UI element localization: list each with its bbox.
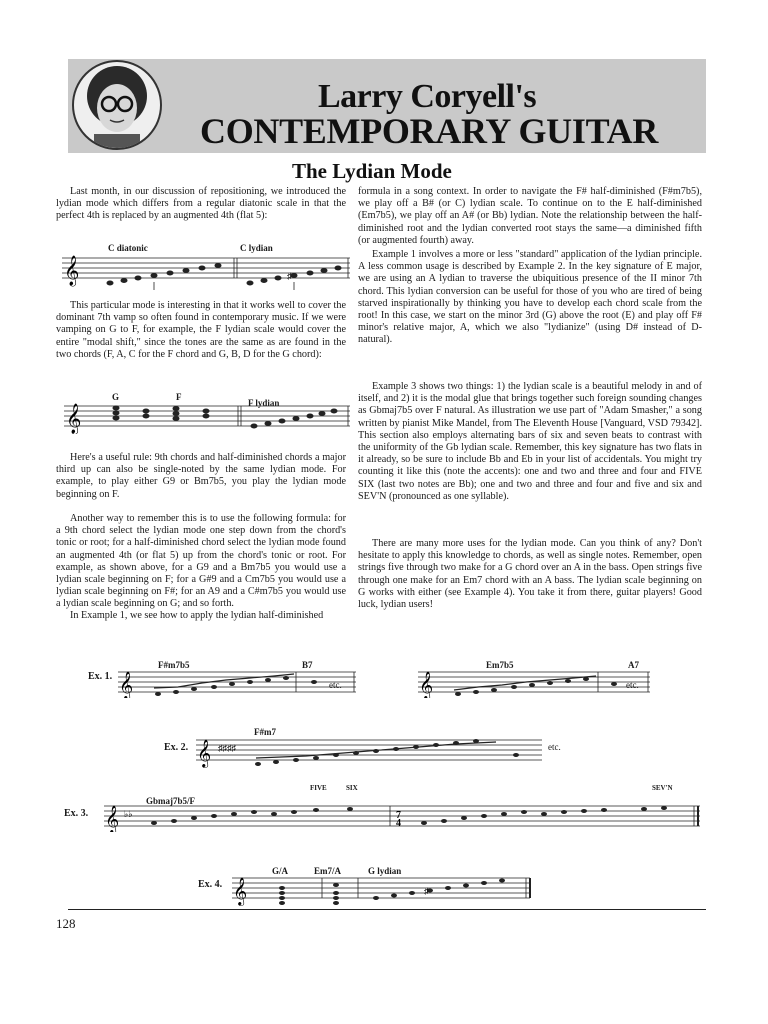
fig1-label-c-lydian: C lydian [240, 243, 273, 253]
fig2-staff [64, 400, 354, 434]
right-paragraph-2: Example 1 involves a more or less "standard" application of the lydian principle. A less common usage is described by Example 2. In the key signature of E major, we are using an A lydian to traverse the ubiquitious presence of the II minor 7th chord. This lydian conversion can be useful for those of you who are tired of being starved inspirationally by thinking you have to develop each chord scale from the root! In this case, we start on the minor 3rd (G) above the root (E) and play off F# minor's relative major, A, which we also "lydianize" (using D# instead of D-natural). [358, 249, 702, 346]
ex3-accent-five: FIVE [310, 784, 327, 792]
ex3-chord-gbmaj7b5-f: Gbmaj7b5/F [146, 796, 196, 806]
ex1-chord-a7: A7 [628, 660, 639, 670]
example-4-label: Ex. 4. [198, 879, 223, 890]
svg-text:♯: ♯ [287, 271, 292, 281]
fig2-label-g: G [112, 392, 120, 402]
ex2-chord-fsharp-m7: F#m7 [254, 727, 276, 737]
svg-text:4: 4 [396, 818, 401, 829]
svg-text:𝄞: 𝄞 [197, 739, 212, 767]
left-paragraph-5: In Example 1, we see how to apply the lydian half-diminished [70, 610, 324, 621]
ex2-etc: etc. [548, 742, 561, 752]
fig2-label-f: F [176, 392, 182, 402]
ex4-chord-g-over-a: G/A [272, 866, 289, 876]
ex3-staff [104, 802, 704, 832]
left-paragraph-4: Another way to remember this is to use the following formula: for a 9th chord select the lydian mode one step down from the chord's tonic or root; for a half-diminished chord select the lydian mode found an augmented 4th (or flat 5) up from the chord's tonic or root. For example, as shown above, for a G9 and a Bm7b5 you would use a lydian scale beginning on F; for a G#9 and a Cm7b5 you would use a lydian scale beginning on F#; for an A9 and a C#m7b5 you would use a lydian scale beginning on G; and so forth. [56, 513, 346, 610]
example-3-label: Ex. 3. [64, 808, 89, 819]
ex4-chord-em7-over-a: Em7/A [314, 866, 341, 876]
svg-text:7: 7 [396, 810, 401, 821]
ex1-staff-b [418, 668, 652, 698]
article-title: The Lydian Mode [292, 159, 452, 183]
column-series-title: CONTEMPORARY GUITAR [200, 111, 659, 151]
author-photo [72, 60, 162, 150]
svg-text:♯: ♯ [424, 886, 429, 896]
left-paragraph-3: Here's a useful rule: 9th chords and half-diminished chords a major third up can also be single-noted by the same lydian mode. For example, to play either G9 or Bm7b5, you play the lydian mode beginning on F. [56, 452, 346, 500]
ex3-accent-sevn: SEV'N [652, 784, 673, 792]
footer-rule [68, 909, 706, 910]
svg-text:𝄞: 𝄞 [119, 671, 134, 698]
right-paragraph-4: There are many more uses for the lydian mode. Can you think of any? Don't hesitate to apply this knowledge to chords, as well as single notes. Remember, open strings five through two make for a G chord over an A in the bass. Open strings five through one make for an Em7 chord with an A bass. The lydian scale beginning on G works with either (see Example 4). You take it from there, guitar players! Good luck, lydian users! [358, 538, 702, 611]
page-number: 128 [56, 916, 76, 931]
example-1-label: Ex. 1. [88, 671, 113, 682]
svg-text:𝄞: 𝄞 [64, 256, 80, 286]
svg-text:♭♭: ♭♭ [124, 809, 133, 819]
svg-text:𝄞: 𝄞 [105, 805, 120, 832]
example-2-label: Ex. 2. [164, 742, 189, 753]
fig1-staff [62, 252, 352, 296]
right-paragraph-1: formula in a song context. In order to navigate the F# half-diminished (F#m7b5), we play off a B# (or C) lydian scale. To continue on to the E half-diminished (Em7b5), we play off an A# (or Bb) lydian. Note the relationship between the half-diminished root and the lydian converted root stays the same—a diminished fifth (or augmented fourth) away. [358, 186, 702, 246]
svg-text:𝄞: 𝄞 [233, 877, 248, 905]
ex1-etc-a: etc. [329, 680, 342, 690]
ex1-chord-em7b5: Em7b5 [486, 660, 514, 670]
ex4-chord-g-lydian: G lydian [368, 866, 402, 876]
svg-text:𝄞: 𝄞 [419, 671, 434, 698]
left-paragraph-1: Last month, in our discussion of repositioning, we introduced the lydian mode which differs from a regular diatonic scale in that the perfect 4th is replaced by an augmented 4th (flat 5): [56, 186, 346, 222]
svg-text:♯♯♯♯: ♯♯♯♯ [218, 743, 236, 753]
fig1-label-c-diatonic: C diatonic [108, 243, 148, 253]
ex1-chord-b7: B7 [302, 660, 313, 670]
ex1-etc-b: etc. [626, 680, 639, 690]
ex2-staff [196, 734, 546, 768]
ex4-staff [232, 872, 534, 906]
fig2-label-f-lydian: F lydian [248, 398, 280, 408]
left-paragraph-2: This particular mode is interesting in that it works well to cover the dominant 7th vamp so often found in contemporary music. If we were vamping on G to F, for example, the F lydian scale would cover the entire "modal shift," since the tones are the same as are found in the two chords (F, A, C for the F chord and G, B, D for the G chord): [56, 300, 346, 360]
svg-text:𝄞: 𝄞 [66, 404, 82, 434]
ex3-accent-six: SIX [346, 784, 358, 792]
ex1-chord-fsharp-m7b5: F#m7b5 [158, 660, 190, 670]
right-paragraph-3: Example 3 shows two things: 1) the lydian scale is a beautiful melody in and of itself, and 2) it is the modal glue that brings together such foreign sounding changes as Gbmaj7b5 over F natural. As illustration we use part of "Adam Smasher," a song written by pianist Mike Mandel, from The Eleventh House [Vanguard, VSD 79342]. This section also employs alternating bars of six and seven beats to contrast with the uniformity of the Gb lydian scale. Remember, this key signature has two flats in it already, so be sure to include Bb and Eb in your list of accidentals. You might try counting it like this (note the accents): one and two and three and four and FIVE SIX (last two notes are Bb); one and two and three and four and five and six and SEV'N (pronounced as one syllable). [358, 381, 702, 502]
column-title: Larry Coryell's [318, 78, 537, 115]
ex1-staff-a [118, 668, 358, 698]
